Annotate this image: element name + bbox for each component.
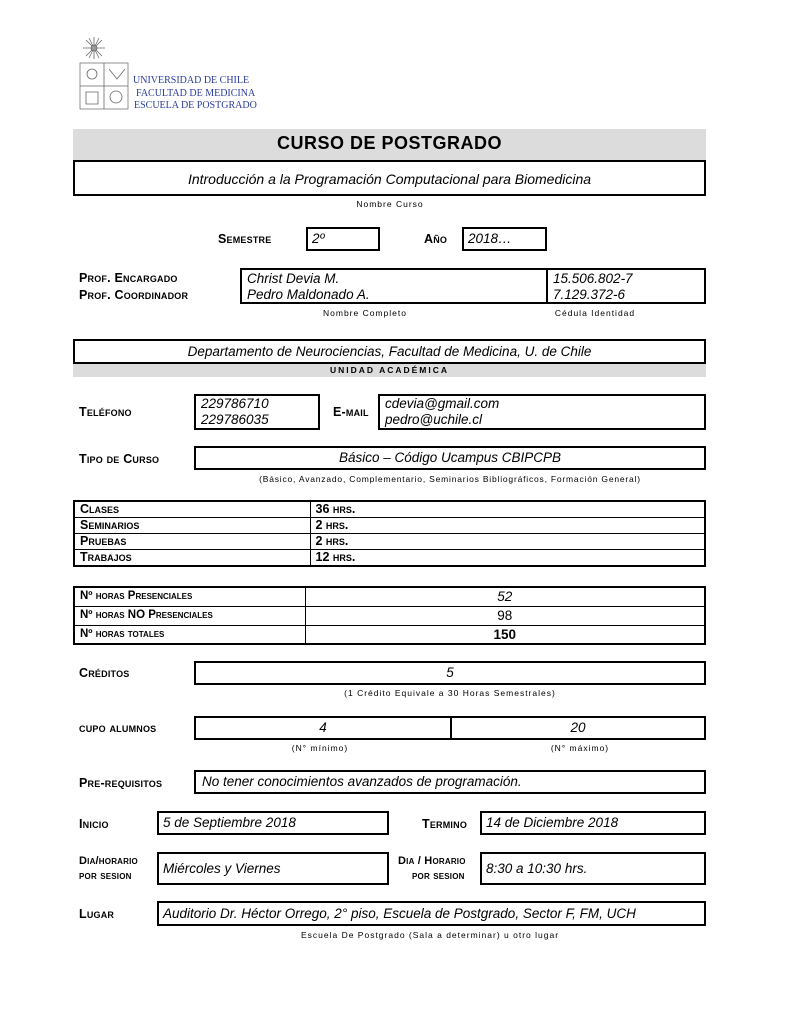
table-row: [74, 534, 705, 550]
professors-divider: [546, 270, 548, 302]
course-type-box: [194, 446, 706, 470]
day-label-1: Dia/horario: [79, 855, 138, 867]
quota-min-caption: (N° mínimo): [291, 743, 349, 753]
prof-encargado-id: 15.506.802-7: [553, 271, 633, 286]
unit-box: [73, 339, 706, 364]
hours-label: Pruebas: [74, 534, 310, 550]
course-type-value: Básico – Código Ucampus CBIPCPB: [338, 450, 562, 465]
year-value: 2018…: [468, 231, 512, 246]
prereq-box: [194, 770, 706, 794]
hours-value: 36 hrs.: [310, 501, 705, 518]
start-box: [157, 811, 389, 835]
institution-line: ESCUELA DE POSTGRADO: [134, 100, 257, 111]
phone-label: Teléfono: [79, 405, 132, 419]
credits-caption: (1 Crédito Equivale a 30 Horas Semestrales): [344, 688, 556, 698]
prereq-value: No tener conocimientos avanzados de programación.: [202, 774, 522, 789]
day-value: Miércoles y Viernes: [163, 861, 281, 876]
table-row: [74, 550, 705, 567]
phone-1: 229786710: [201, 396, 269, 411]
totals-label: Nº horas totales: [74, 625, 305, 644]
prof-encargado-name: Christ Devia M.: [247, 271, 340, 286]
place-label: Lugar: [79, 907, 115, 921]
table-row: [74, 587, 705, 606]
prof-coordinador-label: Prof. Coordinador: [79, 288, 189, 302]
table-row: [74, 501, 705, 518]
professors-box: [240, 268, 706, 304]
semester-value: 2º: [312, 231, 325, 246]
time-label-1: Dia / Horario: [398, 855, 466, 867]
place-value: Auditorio Dr. Héctor Orrego, 2° piso, Escuela de Postgrado, Sector F, FM, UCH: [163, 906, 636, 921]
prereq-label: Pre-requisitos: [79, 776, 163, 790]
time-label-2: por sesion: [412, 870, 465, 882]
unit-value: Departamento de Neurociencias, Facultad de Medicina, U. de Chile: [187, 344, 592, 359]
day-box: [157, 852, 389, 885]
credits-box: [194, 661, 706, 685]
year-field: [462, 227, 547, 251]
hours-label: Seminarios: [74, 518, 310, 534]
hours-value: 2 hrs.: [310, 518, 705, 534]
email-box: [378, 394, 706, 430]
semester-label: Semestre: [218, 232, 272, 246]
course-name: Introducción a la Programación Computacional para Biomedicina: [187, 171, 592, 187]
quota-min: 4: [319, 720, 327, 735]
course-name-box: [73, 160, 706, 196]
start-label: Inicio: [79, 817, 109, 831]
hours-value: 12 hrs.: [310, 550, 705, 567]
prof-encargado-label: Prof. Encargado: [79, 271, 178, 285]
credits-label: Créditos: [79, 666, 130, 680]
prof-coordinador-id: 7.129.372-6: [553, 287, 626, 302]
totals-value: 150: [305, 625, 705, 644]
page-title: CURSO DE POSTGRADO: [276, 133, 503, 153]
table-row: [74, 606, 705, 625]
institution-line: FACULTAD DE MEDICINA: [136, 87, 256, 99]
totals-label: Nº horas NO Presenciales: [74, 606, 305, 625]
unit-caption: UNIDAD ACADÉMICA: [329, 365, 450, 375]
hours-label: Trabajos: [74, 550, 310, 567]
totals-value: 52: [305, 587, 705, 606]
time-value: 8:30 a 10:30 hrs.: [486, 861, 588, 876]
institution-line: UNIVERSIDAD DE CHILE: [133, 75, 250, 86]
place-box: [157, 901, 706, 926]
table-row: [74, 518, 705, 534]
name-caption: Nombre Completo: [323, 308, 407, 318]
hours-table: [73, 500, 706, 567]
course-type-caption: (Básico, Avanzado, Complementario, Seminarios Bibliográficos, Formación General): [259, 474, 641, 484]
year-label: Año: [424, 232, 448, 246]
unit-caption-bar: [73, 364, 706, 377]
phone-2: 229786035: [201, 412, 269, 427]
end-label: Termino: [422, 817, 468, 831]
email-label: E-mail: [333, 405, 369, 419]
prof-coordinador-name: Pedro Maldonado A.: [247, 287, 370, 302]
day-label-2: por sesion: [79, 870, 132, 882]
institution-name: [133, 75, 257, 113]
email-2: pedro@uchile.cl: [385, 412, 483, 427]
hours-value: 2 hrs.: [310, 534, 705, 550]
quota-max-caption: (N° máximo): [550, 743, 610, 753]
totals-label: Nº horas Presenciales: [74, 587, 305, 606]
quota-label: cupo alumnos: [79, 721, 157, 735]
quota-box: [194, 716, 706, 740]
quota-max: 20: [570, 720, 586, 735]
semester-field: [306, 227, 380, 251]
end-value: 14 de Diciembre 2018: [486, 815, 619, 830]
course-type-label: Tipo de Curso: [79, 452, 160, 466]
start-value: 5 de Septiembre 2018: [163, 815, 296, 830]
id-caption: Cédula Identidad: [554, 308, 636, 318]
place-caption: Escuela De Postgrado (Sala a determinar) u otro lugar: [300, 930, 560, 940]
time-box: [480, 852, 706, 885]
university-seal-icon: [78, 37, 130, 112]
hours-label: Clases: [74, 501, 310, 518]
credits-value: 5: [446, 665, 454, 680]
totals-table: [73, 586, 706, 645]
phone-box: [194, 394, 320, 430]
totals-value: 98: [305, 606, 705, 625]
table-row: [74, 625, 705, 644]
email-1: cdevia@gmail.com: [385, 396, 500, 411]
end-box: [480, 811, 706, 835]
course-name-caption: Nombre Curso: [356, 199, 424, 209]
